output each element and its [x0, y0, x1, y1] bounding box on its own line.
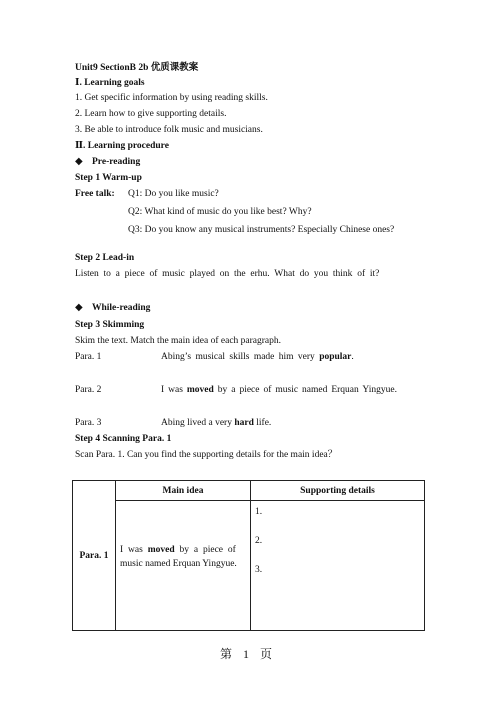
page-number: 第 1 页: [219, 647, 276, 661]
main-idea-cell: I was moved by a piece of music named Erquan Yingyue.: [116, 501, 251, 631]
para2-label: Para. 2: [75, 385, 102, 395]
detail-1: 1.: [255, 507, 263, 517]
table-row-label: Para. 1: [73, 481, 116, 631]
pre-reading-label: Pre-reading: [92, 157, 141, 167]
goal-1: 1. Get specific information by using reading skills.: [75, 93, 268, 103]
detail-3: 3.: [255, 565, 263, 575]
para2-main-idea: I was moved by a piece of music named Erquan Yingyue.: [161, 385, 397, 395]
learning-goals-heading: Ⅰ. Learning goals: [75, 78, 145, 88]
step4-heading: Step 4 Scanning Para. 1: [75, 434, 172, 444]
para1-main-idea: Abing’s musical skills made him very popular.: [161, 352, 354, 362]
diamond-bullet-icon: ◆: [75, 156, 83, 167]
free-talk-label: Free talk:: [75, 189, 115, 199]
para3-label: Para. 3: [75, 418, 102, 428]
diamond-bullet-icon: ◆: [75, 302, 83, 313]
while-reading-label: While-reading: [92, 303, 151, 313]
supporting-details-header: Supporting details: [251, 481, 425, 501]
document-title: Unit9 SectionB 2b 优质课教案: [75, 63, 199, 73]
step3-instruction: Skim the text. Match the main idea of each paragraph.: [75, 336, 282, 346]
question-2: Q2: What kind of music do you like best? Why?: [128, 207, 312, 217]
step1-heading: Step 1 Warm-up: [75, 173, 142, 183]
while-reading-heading: [75, 302, 150, 314]
step2-text: Listen to a piece of music played on the erhu. What do you think of it?: [75, 269, 380, 279]
pre-reading-heading: [75, 156, 140, 168]
step2-heading: Step 2 Lead-in: [75, 253, 135, 263]
supporting-details-cell: [251, 501, 425, 631]
para3-main-idea: Abing lived a very hard life.: [161, 418, 272, 428]
para1-label: Para. 1: [75, 352, 102, 362]
step3-heading: Step 3 Skimming: [75, 320, 145, 330]
goal-2: 2. Learn how to give supporting details.: [75, 109, 227, 119]
main-idea-header: Main idea: [116, 481, 251, 501]
question-1: Q1: Do you like music?: [128, 189, 219, 199]
supporting-details-table: [72, 480, 425, 631]
learning-procedure-heading: Ⅱ. Learning procedure: [75, 141, 169, 151]
question-3: Q3: Do you know any musical instruments? Especially Chinese ones?: [128, 225, 395, 235]
step4-instruction: Scan Para. 1. Can you find the supporting details for the main idea？: [75, 450, 338, 460]
detail-2: 2.: [255, 536, 263, 546]
goal-3: 3. Be able to introduce folk music and musicians.: [75, 125, 263, 135]
